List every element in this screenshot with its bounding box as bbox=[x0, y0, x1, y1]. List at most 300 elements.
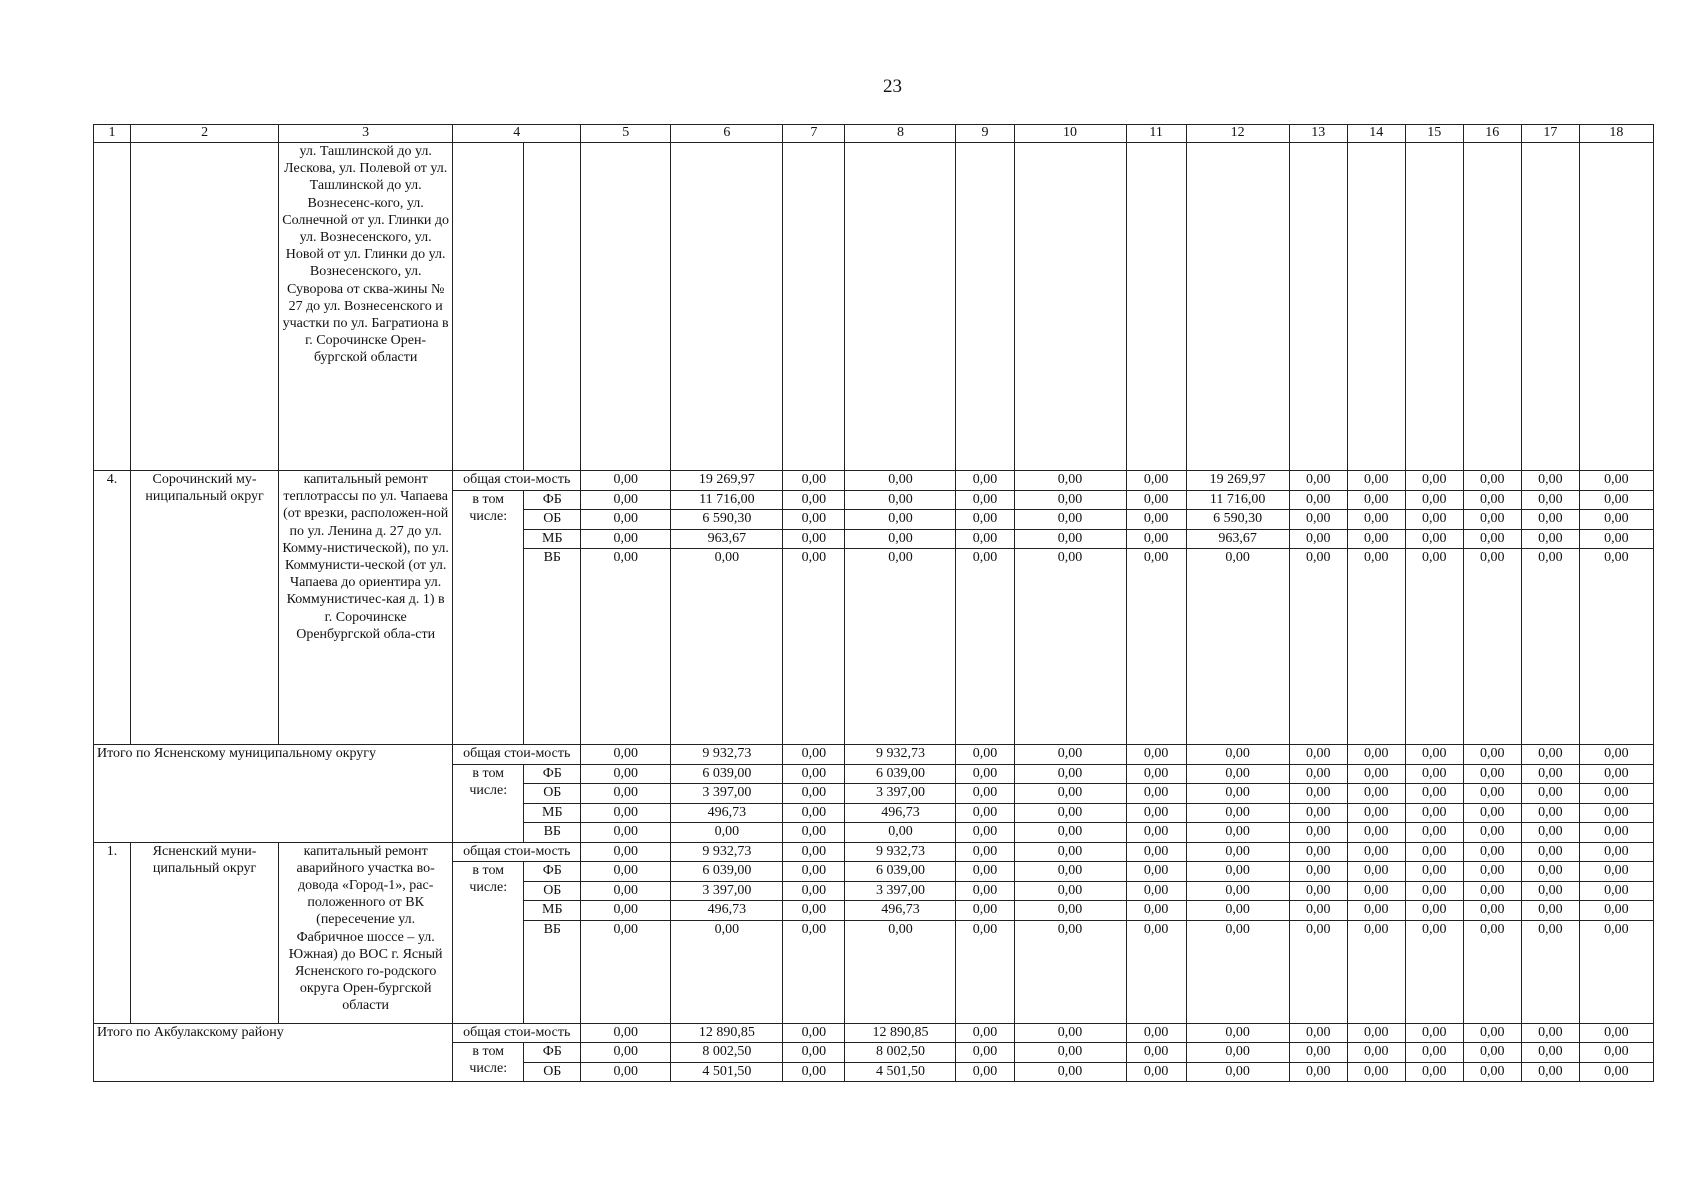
value-cell: 0,00 bbox=[1014, 842, 1126, 862]
incl-label: в том числе: bbox=[453, 490, 524, 745]
value-cell: 0,00 bbox=[1186, 784, 1289, 804]
value-cell: 6 590,30 bbox=[1186, 510, 1289, 530]
value-cell: 0,00 bbox=[1014, 881, 1126, 901]
value-cell: 0,00 bbox=[1126, 510, 1186, 530]
value-cell: 0,00 bbox=[1463, 549, 1521, 745]
value-cell: 496,73 bbox=[671, 803, 783, 823]
value-cell: 0,00 bbox=[783, 510, 845, 530]
value-cell: 0,00 bbox=[1405, 1062, 1463, 1082]
value-cell: 0,00 bbox=[1405, 881, 1463, 901]
value-cell: 0,00 bbox=[956, 803, 1014, 823]
value-cell: 963,67 bbox=[1186, 529, 1289, 549]
district-name: Сорочинский му-ниципальный округ bbox=[131, 471, 279, 745]
value-cell: 6 039,00 bbox=[845, 862, 956, 882]
value-cell: 0,00 bbox=[581, 823, 671, 843]
value-cell: 0,00 bbox=[783, 1043, 845, 1063]
value-cell: 0,00 bbox=[1289, 862, 1347, 882]
value-cell: 0,00 bbox=[783, 529, 845, 549]
value-cell: 0,00 bbox=[956, 862, 1014, 882]
value-cell: 0,00 bbox=[1126, 549, 1186, 745]
value-cell: 0,00 bbox=[845, 920, 956, 1023]
value-cell: 0,00 bbox=[1014, 745, 1126, 765]
value-cell: 0,00 bbox=[956, 510, 1014, 530]
value-cell: 11 716,00 bbox=[671, 490, 783, 510]
value-cell: 0,00 bbox=[1347, 745, 1405, 765]
value-cell: 0,00 bbox=[783, 490, 845, 510]
value-cell: 0,00 bbox=[1347, 784, 1405, 804]
value-cell: 0,00 bbox=[671, 549, 783, 745]
source-label: ВБ bbox=[524, 920, 581, 1023]
header-cell: 1 bbox=[94, 125, 131, 143]
value-cell: 0,00 bbox=[1126, 745, 1186, 765]
value-cell: 0,00 bbox=[956, 823, 1014, 843]
value-cell: 0,00 bbox=[1521, 471, 1579, 491]
value-cell: 12 890,85 bbox=[671, 1023, 783, 1043]
value-cell: 6 039,00 bbox=[671, 764, 783, 784]
value-cell: 0,00 bbox=[1463, 1043, 1521, 1063]
value-cell: 0,00 bbox=[783, 549, 845, 745]
object-description: капитальный ремонт аварийного участка во-довода «Город-1», рас-положенного от ВК (пересечение ул. Фабричное шоссе – ул. Южная) до ВОС г. Ясный Ясненского го-родского округа Орен-бургской области bbox=[279, 842, 453, 1023]
value-cell: 0,00 bbox=[1521, 901, 1579, 921]
value-cell: 0,00 bbox=[956, 745, 1014, 765]
block-akbulak-total bbox=[94, 1023, 1654, 1082]
value-cell: 19 269,97 bbox=[671, 471, 783, 491]
value-cell: 0,00 bbox=[1463, 881, 1521, 901]
value-cell: 0,00 bbox=[1347, 881, 1405, 901]
value-cell: 0,00 bbox=[956, 920, 1014, 1023]
value-cell: 0,00 bbox=[1289, 745, 1347, 765]
value-cell: 0,00 bbox=[671, 920, 783, 1023]
value-cell: 0,00 bbox=[1186, 549, 1289, 745]
value-cell: 0,00 bbox=[1521, 1062, 1579, 1082]
value-cell: 0,00 bbox=[1521, 803, 1579, 823]
value-cell: 0,00 bbox=[1463, 842, 1521, 862]
source-label: ОБ bbox=[524, 510, 581, 530]
value-cell: 0,00 bbox=[1579, 920, 1653, 1023]
value-cell: 3 397,00 bbox=[671, 881, 783, 901]
value-cell: 0,00 bbox=[1579, 901, 1653, 921]
value-cell: 0,00 bbox=[1463, 510, 1521, 530]
value-cell: 0,00 bbox=[1521, 920, 1579, 1023]
value-cell: 0,00 bbox=[1521, 862, 1579, 882]
value-cell: 0,00 bbox=[1405, 842, 1463, 862]
value-cell: 0,00 bbox=[1405, 784, 1463, 804]
value-cell: 0,00 bbox=[783, 920, 845, 1023]
value-cell: 0,00 bbox=[1126, 901, 1186, 921]
value-cell: 0,00 bbox=[1521, 881, 1579, 901]
funding-table bbox=[93, 124, 1654, 1082]
source-label: МБ bbox=[524, 529, 581, 549]
value-cell: 0,00 bbox=[956, 471, 1014, 491]
value-cell: 0,00 bbox=[1126, 881, 1186, 901]
value-cell: 0,00 bbox=[1186, 1043, 1289, 1063]
source-label: ВБ bbox=[524, 823, 581, 843]
value-cell: 0,00 bbox=[1347, 901, 1405, 921]
value-cell: 0,00 bbox=[1579, 881, 1653, 901]
value-cell: 0,00 bbox=[581, 1062, 671, 1082]
value-cell: 0,00 bbox=[581, 764, 671, 784]
value-cell: 0,00 bbox=[1347, 823, 1405, 843]
value-cell: 0,00 bbox=[1186, 862, 1289, 882]
incl-label: в том числе: bbox=[453, 764, 524, 842]
value-cell: 0,00 bbox=[1405, 823, 1463, 843]
header-cell: 15 bbox=[1405, 125, 1463, 143]
value-cell: 9 932,73 bbox=[671, 745, 783, 765]
total-row bbox=[94, 471, 1654, 491]
incl-label: в том числе: bbox=[453, 1043, 524, 1082]
value-cell: 0,00 bbox=[1014, 549, 1126, 745]
value-cell: 0,00 bbox=[581, 529, 671, 549]
value-cell: 0,00 bbox=[1289, 549, 1347, 745]
value-cell: 0,00 bbox=[1289, 1062, 1347, 1082]
total-cost-label: общая стои-мость bbox=[453, 471, 581, 491]
value-cell: 0,00 bbox=[845, 490, 956, 510]
value-cell: 963,67 bbox=[671, 529, 783, 549]
header-cell: 13 bbox=[1289, 125, 1347, 143]
source-label: ФБ bbox=[524, 862, 581, 882]
value-cell: 0,00 bbox=[1126, 1043, 1186, 1063]
value-cell: 0,00 bbox=[1014, 471, 1126, 491]
value-cell: 0,00 bbox=[1014, 823, 1126, 843]
value-cell: 0,00 bbox=[1126, 471, 1186, 491]
value-cell: 0,00 bbox=[1347, 920, 1405, 1023]
value-cell: 0,00 bbox=[1289, 529, 1347, 549]
value-cell: 0,00 bbox=[1014, 490, 1126, 510]
total-cost-label: общая стои-мость bbox=[453, 1023, 581, 1043]
value-cell: 0,00 bbox=[956, 881, 1014, 901]
value-cell: 0,00 bbox=[581, 1023, 671, 1043]
value-cell: 0,00 bbox=[1463, 529, 1521, 549]
value-cell: 0,00 bbox=[1521, 764, 1579, 784]
value-cell: 0,00 bbox=[1405, 529, 1463, 549]
value-cell: 19 269,97 bbox=[1186, 471, 1289, 491]
header-cell: 5 bbox=[581, 125, 671, 143]
value-cell: 0,00 bbox=[1014, 510, 1126, 530]
value-cell: 0,00 bbox=[1289, 784, 1347, 804]
incl-label: в том числе: bbox=[453, 862, 524, 1024]
value-cell: 0,00 bbox=[845, 823, 956, 843]
value-cell: 0,00 bbox=[1463, 803, 1521, 823]
value-cell: 8 002,50 bbox=[845, 1043, 956, 1063]
value-cell: 0,00 bbox=[956, 1023, 1014, 1043]
value-cell: 0,00 bbox=[1186, 842, 1289, 862]
value-cell: 0,00 bbox=[1579, 1062, 1653, 1082]
value-cell: 0,00 bbox=[845, 529, 956, 549]
value-cell: 0,00 bbox=[1405, 471, 1463, 491]
value-cell: 0,00 bbox=[956, 490, 1014, 510]
value-cell: 9 932,73 bbox=[845, 745, 956, 765]
object-description: капитальный ремонт теплотрассы по ул. Чапаева (от врезки, расположен-ной по ул. Ленина д. 27 до ул. Комму-нистической), по ул. Коммунисти-ческой (от ул. Чапаева до ориентира ул. Коммунистичес-кая д. 1) в г. Сорочинске Оренбургской обла-сти bbox=[279, 471, 453, 745]
source-label: ОБ bbox=[524, 1062, 581, 1082]
value-cell: 9 932,73 bbox=[845, 842, 956, 862]
value-cell: 0,00 bbox=[1126, 1062, 1186, 1082]
header-row bbox=[94, 125, 1654, 143]
value-cell: 0,00 bbox=[1014, 1023, 1126, 1043]
total-cost-label: общая стои-мость bbox=[453, 842, 581, 862]
value-cell: 0,00 bbox=[1126, 823, 1186, 843]
value-cell: 0,00 bbox=[1289, 1043, 1347, 1063]
value-cell: 0,00 bbox=[1405, 1023, 1463, 1043]
value-cell: 6 039,00 bbox=[845, 764, 956, 784]
value-cell: 0,00 bbox=[1186, 764, 1289, 784]
value-cell: 0,00 bbox=[1521, 1023, 1579, 1043]
block-yasnensky bbox=[94, 842, 1654, 1023]
value-cell: 0,00 bbox=[1347, 842, 1405, 862]
header-cell: 18 bbox=[1579, 125, 1653, 143]
value-cell: 0,00 bbox=[1347, 1062, 1405, 1082]
value-cell: 0,00 bbox=[1463, 862, 1521, 882]
value-cell: 496,73 bbox=[845, 901, 956, 921]
value-cell: 0,00 bbox=[1405, 549, 1463, 745]
value-cell: 0,00 bbox=[1521, 745, 1579, 765]
value-cell: 0,00 bbox=[1463, 920, 1521, 1023]
value-cell: 0,00 bbox=[1289, 803, 1347, 823]
value-cell: 0,00 bbox=[1014, 862, 1126, 882]
value-cell: 3 397,00 bbox=[671, 784, 783, 804]
value-cell: 0,00 bbox=[1347, 529, 1405, 549]
total-cost-label: общая стои-мость bbox=[453, 745, 581, 765]
value-cell: 0,00 bbox=[1289, 901, 1347, 921]
header-cell: 7 bbox=[783, 125, 845, 143]
value-cell: 0,00 bbox=[1579, 510, 1653, 530]
value-cell: 0,00 bbox=[956, 784, 1014, 804]
value-cell: 0,00 bbox=[581, 510, 671, 530]
value-cell: 0,00 bbox=[1014, 803, 1126, 823]
value-cell: 0,00 bbox=[1126, 862, 1186, 882]
value-cell: 0,00 bbox=[1126, 842, 1186, 862]
value-cell: 0,00 bbox=[1289, 764, 1347, 784]
header-cell: 17 bbox=[1521, 125, 1579, 143]
district-cell bbox=[131, 143, 279, 471]
row-number: 1. bbox=[94, 842, 131, 1023]
page-number: 23 bbox=[883, 76, 902, 97]
header-cell: 11 bbox=[1126, 125, 1186, 143]
value-cell: 0,00 bbox=[956, 1043, 1014, 1063]
header-cell: 2 bbox=[131, 125, 279, 143]
value-cell: 0,00 bbox=[1463, 745, 1521, 765]
value-cell: 0,00 bbox=[1289, 471, 1347, 491]
header-cell: 16 bbox=[1463, 125, 1521, 143]
value-cell: 0,00 bbox=[1126, 490, 1186, 510]
value-cell: 0,00 bbox=[1521, 784, 1579, 804]
source-label: ФБ bbox=[524, 764, 581, 784]
value-cell: 0,00 bbox=[1579, 529, 1653, 549]
value-cell: 0,00 bbox=[1186, 745, 1289, 765]
value-cell: 0,00 bbox=[783, 1023, 845, 1043]
value-cell: 0,00 bbox=[1126, 784, 1186, 804]
value-cell: 0,00 bbox=[581, 842, 671, 862]
value-cell: 0,00 bbox=[1463, 784, 1521, 804]
row-number bbox=[94, 143, 131, 471]
total-row bbox=[94, 842, 1654, 862]
value-cell: 0,00 bbox=[581, 862, 671, 882]
value-cell: 0,00 bbox=[581, 901, 671, 921]
header-cell: 6 bbox=[671, 125, 783, 143]
header-cell: 14 bbox=[1347, 125, 1405, 143]
value-cell: 0,00 bbox=[1463, 901, 1521, 921]
value-cell: 0,00 bbox=[1405, 862, 1463, 882]
value-cell: 0,00 bbox=[1463, 764, 1521, 784]
value-cell: 0,00 bbox=[956, 1062, 1014, 1082]
value-cell: 0,00 bbox=[1463, 823, 1521, 843]
value-cell: 0,00 bbox=[1014, 1043, 1126, 1063]
value-cell: 0,00 bbox=[1014, 529, 1126, 549]
block-yasnensky-total bbox=[94, 745, 1654, 843]
value-cell: 0,00 bbox=[783, 823, 845, 843]
value-cell: 4 501,50 bbox=[671, 1062, 783, 1082]
value-cell: 496,73 bbox=[671, 901, 783, 921]
value-cell: 0,00 bbox=[1521, 842, 1579, 862]
value-cell: 0,00 bbox=[783, 881, 845, 901]
value-cell: 0,00 bbox=[1014, 920, 1126, 1023]
value-cell: 8 002,50 bbox=[671, 1043, 783, 1063]
value-cell: 0,00 bbox=[783, 745, 845, 765]
block-sorochinsky bbox=[94, 471, 1654, 745]
value-cell: 0,00 bbox=[1463, 490, 1521, 510]
object-description: ул. Ташлинской до ул. Лескова, ул. Полевой от ул. Ташлинской до ул. Вознесенс-кого, ул. Солнечной от ул. Глинки до ул. Вознесенского, ул. Новой от ул. Глинки до ул. Вознесенского, ул. Суворова от сква-жины № 27 до ул. Вознесенского и участки по ул. Багратиона в г. Сорочинске Орен-бургской области bbox=[279, 143, 453, 471]
value-cell: 0,00 bbox=[1186, 1062, 1289, 1082]
value-cell: 0,00 bbox=[1014, 1062, 1126, 1082]
value-cell: 0,00 bbox=[845, 549, 956, 745]
value-cell: 0,00 bbox=[1014, 764, 1126, 784]
value-cell: 0,00 bbox=[1579, 1023, 1653, 1043]
value-cell: 0,00 bbox=[1126, 920, 1186, 1023]
source-label: ОБ bbox=[524, 784, 581, 804]
value-cell: 0,00 bbox=[671, 823, 783, 843]
value-cell: 0,00 bbox=[1347, 510, 1405, 530]
source-label: МБ bbox=[524, 901, 581, 921]
value-cell: 0,00 bbox=[1289, 881, 1347, 901]
header-cell: 3 bbox=[279, 125, 453, 143]
row-number: 4. bbox=[94, 471, 131, 745]
value-cell: 0,00 bbox=[1521, 549, 1579, 745]
value-cell: 0,00 bbox=[1579, 862, 1653, 882]
value-cell: 0,00 bbox=[581, 549, 671, 745]
value-cell: 0,00 bbox=[783, 471, 845, 491]
source-label: ФБ bbox=[524, 490, 581, 510]
value-cell: 6 590,30 bbox=[671, 510, 783, 530]
value-cell: 0,00 bbox=[783, 1062, 845, 1082]
value-cell: 12 890,85 bbox=[845, 1023, 956, 1043]
value-cell: 0,00 bbox=[1405, 901, 1463, 921]
value-cell: 0,00 bbox=[783, 803, 845, 823]
value-cell: 0,00 bbox=[1463, 471, 1521, 491]
value-cell: 0,00 bbox=[1289, 1023, 1347, 1043]
value-cell: 0,00 bbox=[1405, 510, 1463, 530]
value-cell: 0,00 bbox=[1405, 490, 1463, 510]
value-cell: 0,00 bbox=[1126, 764, 1186, 784]
value-cell: 0,00 bbox=[1014, 784, 1126, 804]
total-row bbox=[94, 745, 1654, 765]
value-cell: 0,00 bbox=[1521, 1043, 1579, 1063]
value-cell: 0,00 bbox=[1186, 803, 1289, 823]
total-row bbox=[94, 1023, 1654, 1043]
header-cell: 10 bbox=[1014, 125, 1126, 143]
value-cell: 0,00 bbox=[1186, 901, 1289, 921]
value-cell: 0,00 bbox=[1186, 1023, 1289, 1043]
value-cell: 0,00 bbox=[845, 471, 956, 491]
value-cell: 0,00 bbox=[1289, 823, 1347, 843]
value-cell: 0,00 bbox=[581, 1043, 671, 1063]
value-cell: 0,00 bbox=[1347, 862, 1405, 882]
value-cell: 0,00 bbox=[845, 510, 956, 530]
value-cell: 0,00 bbox=[783, 862, 845, 882]
value-cell: 0,00 bbox=[581, 471, 671, 491]
value-cell: 0,00 bbox=[1126, 1023, 1186, 1043]
value-cell: 0,00 bbox=[1521, 510, 1579, 530]
value-cell: 0,00 bbox=[1579, 471, 1653, 491]
value-cell: 0,00 bbox=[1521, 490, 1579, 510]
value-cell: 496,73 bbox=[845, 803, 956, 823]
value-cell: 0,00 bbox=[1347, 549, 1405, 745]
source-label: ВБ bbox=[524, 549, 581, 745]
value-cell: 0,00 bbox=[1579, 745, 1653, 765]
value-cell: 3 397,00 bbox=[845, 881, 956, 901]
source-label: МБ bbox=[524, 803, 581, 823]
value-cell: 6 039,00 bbox=[671, 862, 783, 882]
value-cell: 0,00 bbox=[1521, 529, 1579, 549]
value-cell: 0,00 bbox=[1186, 823, 1289, 843]
value-cell: 0,00 bbox=[1289, 920, 1347, 1023]
header-cell: 8 bbox=[845, 125, 956, 143]
value-cell: 0,00 bbox=[1579, 842, 1653, 862]
value-cell: 9 932,73 bbox=[671, 842, 783, 862]
header-cell: 4 bbox=[453, 125, 581, 143]
value-cell: 0,00 bbox=[1521, 823, 1579, 843]
value-cell: 0,00 bbox=[581, 745, 671, 765]
value-cell: 0,00 bbox=[1579, 803, 1653, 823]
value-cell: 0,00 bbox=[1126, 803, 1186, 823]
value-cell: 0,00 bbox=[1405, 1043, 1463, 1063]
value-cell: 0,00 bbox=[1579, 490, 1653, 510]
value-cell: 0,00 bbox=[783, 764, 845, 784]
value-cell: 0,00 bbox=[1347, 471, 1405, 491]
value-cell: 0,00 bbox=[1347, 1043, 1405, 1063]
value-cell: 0,00 bbox=[783, 842, 845, 862]
continued-row bbox=[94, 143, 1654, 471]
value-cell: 0,00 bbox=[956, 842, 1014, 862]
value-cell: 0,00 bbox=[1126, 529, 1186, 549]
value-cell: 0,00 bbox=[1579, 764, 1653, 784]
value-cell: 0,00 bbox=[1347, 490, 1405, 510]
value-cell: 0,00 bbox=[783, 784, 845, 804]
value-cell: 0,00 bbox=[1289, 842, 1347, 862]
value-cell: 0,00 bbox=[581, 803, 671, 823]
header-cell: 9 bbox=[956, 125, 1014, 143]
source-label: ОБ bbox=[524, 881, 581, 901]
value-cell: 4 501,50 bbox=[845, 1062, 956, 1082]
value-cell: 11 716,00 bbox=[1186, 490, 1289, 510]
subtotal-title: Итого по Ясненскому муниципальному округу bbox=[94, 745, 453, 843]
value-cell: 0,00 bbox=[956, 549, 1014, 745]
value-cell: 0,00 bbox=[1405, 764, 1463, 784]
value-cell: 0,00 bbox=[1186, 920, 1289, 1023]
value-cell: 0,00 bbox=[1463, 1062, 1521, 1082]
value-cell: 0,00 bbox=[1463, 1023, 1521, 1043]
value-cell: 0,00 bbox=[581, 920, 671, 1023]
value-cell: 0,00 bbox=[956, 901, 1014, 921]
value-cell: 0,00 bbox=[956, 529, 1014, 549]
value-cell: 0,00 bbox=[1347, 803, 1405, 823]
value-cell: 0,00 bbox=[1579, 1043, 1653, 1063]
subtotal-title: Итого по Акбулакскому району bbox=[94, 1023, 453, 1082]
value-cell: 0,00 bbox=[1405, 803, 1463, 823]
value-cell: 0,00 bbox=[1579, 549, 1653, 745]
district-name: Ясненский муни-ципальный округ bbox=[131, 842, 279, 1023]
value-cell: 0,00 bbox=[581, 490, 671, 510]
header-cell: 12 bbox=[1186, 125, 1289, 143]
value-cell: 0,00 bbox=[581, 784, 671, 804]
